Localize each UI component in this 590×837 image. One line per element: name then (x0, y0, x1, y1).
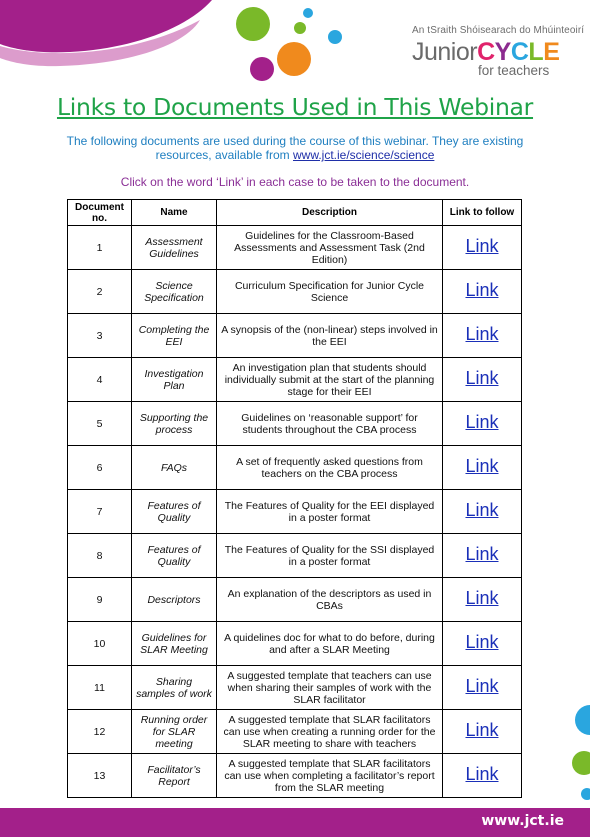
document-description: A set of frequently asked questions from teachers on the CBA process (217, 446, 443, 490)
table-row (68, 754, 522, 798)
document-link[interactable]: Link (465, 368, 499, 388)
instruction-text: Click on the word ‘Link’ in each case to be taken to the document. (120, 175, 470, 189)
logo-cycle-letter: L (528, 38, 544, 66)
document-description: Curriculum Specification for Junior Cycle Science (217, 270, 443, 314)
header-document-no: Document no. (68, 200, 132, 226)
intro-paragraph (60, 134, 530, 162)
document-link-cell (443, 270, 522, 314)
document-description: An investigation plan that students should individually submit at the start of the planning stage for their EEI (217, 358, 443, 402)
document-number: 9 (68, 578, 132, 622)
document-name: Running order for SLAR meeting (132, 710, 217, 754)
document-link-cell (443, 754, 522, 798)
document-link[interactable]: Link (465, 632, 499, 652)
header-decoration (0, 0, 360, 90)
document-name: Guidelines for SLAR Meeting (132, 622, 217, 666)
logo-cycle-text (477, 38, 559, 66)
document-description: The Features of Quality for the SSI displayed in a poster format (217, 534, 443, 578)
document-number: 2 (68, 270, 132, 314)
table-row (68, 314, 522, 358)
logo-wordmark (412, 39, 572, 65)
document-description: The Features of Quality for the EEI displayed in a poster format (217, 490, 443, 534)
document-link-cell (443, 490, 522, 534)
document-link-cell (443, 710, 522, 754)
document-description: Guidelines for the Classroom-Based Assessments and Assessment Task (2nd Edition) (217, 226, 443, 270)
table-row (68, 578, 522, 622)
logo-irish-text: An tSraith Shóisearach do Mhúinteoirí (412, 25, 585, 36)
table-row (68, 402, 522, 446)
table-row (68, 710, 522, 754)
document-name: Facilitator’s Report (132, 754, 217, 798)
header-link: Link to follow (443, 200, 522, 226)
document-name: Descriptors (132, 578, 217, 622)
intro-text: The following documents are used during the course of this webinar. They are existing resources, available from (66, 134, 524, 162)
document-link[interactable]: Link (465, 764, 499, 784)
table-row (68, 534, 522, 578)
table-row (68, 446, 522, 490)
document-name: Features of Quality (132, 534, 217, 578)
document-number: 13 (68, 754, 132, 798)
document-description: A quidelines doc for what to do before, during and after a SLAR Meeting (217, 622, 443, 666)
document-link-cell (443, 314, 522, 358)
page-title: Links to Documents Used in This Webinar (56, 93, 534, 121)
document-number: 6 (68, 446, 132, 490)
document-number: 3 (68, 314, 132, 358)
document-name: FAQs (132, 446, 217, 490)
logo-cycle-letter: C (510, 38, 529, 66)
footer-bar (0, 808, 590, 837)
document-link[interactable]: Link (465, 280, 499, 300)
table-row (68, 666, 522, 710)
document-number: 4 (68, 358, 132, 402)
document-number: 10 (68, 622, 132, 666)
junior-cycle-logo (412, 25, 585, 78)
logo-cycle-letter: Y (494, 38, 511, 66)
document-number: 11 (68, 666, 132, 710)
document-name: Investigation Plan (132, 358, 217, 402)
document-link-cell (443, 578, 522, 622)
document-description: Guidelines on ‘reasonable support’ for students throughout the CBA process (217, 402, 443, 446)
document-link[interactable]: Link (465, 412, 499, 432)
footer-url[interactable]: www.jct.ie (481, 813, 564, 829)
document-name: Features of Quality (132, 490, 217, 534)
header-name: Name (132, 200, 217, 226)
logo-subtitle: for teachers (478, 63, 550, 78)
document-link-cell (443, 666, 522, 710)
document-name: Supporting the process (132, 402, 217, 446)
document-description: A suggested template that SLAR facilitators can use when creating a running order for the SLAR meeting to share with teachers (217, 710, 443, 754)
document-description: A synopsis of the (non-linear) steps involved in the EEI (217, 314, 443, 358)
table-row (68, 226, 522, 270)
document-number: 7 (68, 490, 132, 534)
document-name: Assessment Guidelines (132, 226, 217, 270)
table-row (68, 622, 522, 666)
table-body (68, 226, 522, 798)
document-link[interactable]: Link (465, 544, 499, 564)
document-link-cell (443, 402, 522, 446)
document-description: An explanation of the descriptors as used in CBAs (217, 578, 443, 622)
document-number: 1 (68, 226, 132, 270)
documents-table (67, 199, 522, 798)
document-number: 5 (68, 402, 132, 446)
document-number: 8 (68, 534, 132, 578)
document-link-cell (443, 534, 522, 578)
jct-science-link[interactable]: www.jct.ie/science/science (293, 148, 435, 162)
document-link-cell (443, 446, 522, 490)
table-row (68, 358, 522, 402)
document-link-cell (443, 226, 522, 270)
document-name: Science Specification (132, 270, 217, 314)
document-link[interactable]: Link (465, 456, 499, 476)
side-decoration (560, 690, 590, 810)
document-link[interactable]: Link (465, 324, 499, 344)
document-link[interactable]: Link (465, 676, 499, 696)
document-link[interactable]: Link (465, 500, 499, 520)
document-link[interactable]: Link (465, 236, 499, 256)
document-link[interactable]: Link (465, 720, 499, 740)
document-name: Sharing samples of work (132, 666, 217, 710)
document-link-cell (443, 358, 522, 402)
document-description: A suggested template that teachers can use when sharing their samples of work with the SLAR facilitator (217, 666, 443, 710)
document-name: Completing the EEI (132, 314, 217, 358)
document-description: A suggested template that SLAR facilitators can use when completing a facilitator’s report from the SLAR meeting (217, 754, 443, 798)
logo-cycle-letter: C (477, 38, 495, 66)
header-description: Description (217, 200, 443, 226)
table-header-row (68, 200, 522, 226)
document-link[interactable]: Link (465, 588, 499, 608)
logo-cycle-letter: E (543, 38, 560, 66)
table-row (68, 490, 522, 534)
document-number: 12 (68, 710, 132, 754)
document-link-cell (443, 622, 522, 666)
logo-junior-text: Junior (412, 38, 478, 66)
table-row (68, 270, 522, 314)
